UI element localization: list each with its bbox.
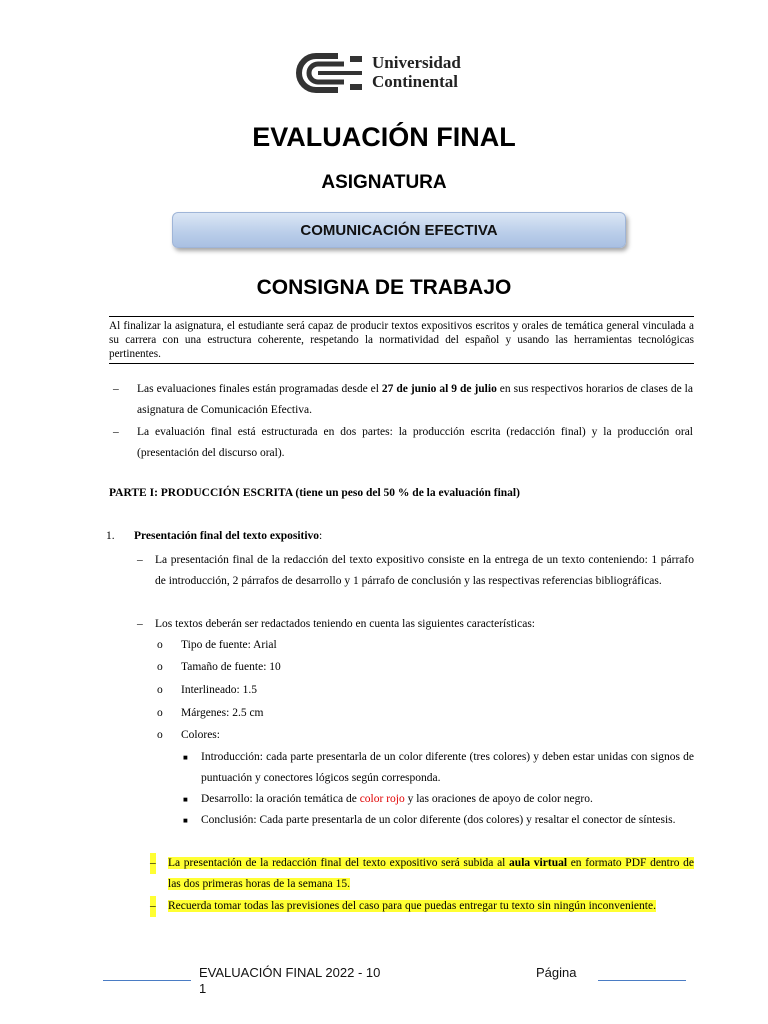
color-rule-introduction: ■ Introducción: cada parte presentarla de un color diferente (tres colores) y deben estar unidas con signos de puntuación y conectores lógicos según corresponda. — [183, 751, 694, 784]
general-item-structure: – La evaluación final está estructurada en dos partes: la producción escrita (redacción final) y la producción oral (presentación del discurso oral). — [113, 426, 693, 459]
color-rule-conclusion: ■ Conclusión: Cada parte presentarla de un color diferente (dos colores) y resaltar el conector de síntesis. — [183, 814, 676, 826]
logo-wordmark: Universidad Continental — [372, 53, 461, 91]
footer-label: EVALUACIÓN FINAL 2022 - 10 — [199, 965, 381, 980]
footer-page-number: 1 — [199, 981, 207, 996]
footer-page-label: Página — [536, 965, 577, 980]
color-rule-development: ■ Desarrollo: la oración temática de color rojo y las oraciones de apoyo de color negro. — [183, 793, 593, 805]
part1-heading: PARTE I: PRODUCCIÓN ESCRITA (tiene un peso del 50 % de la evaluación final) — [109, 487, 520, 499]
uc-logo-icon — [292, 50, 364, 96]
subject-label: ASIGNATURA — [321, 172, 447, 193]
footer-rule-right — [598, 980, 686, 981]
highlight-reminder-note: – Recuerda tomar todas las previsiones del caso para que puedas entregar tu texto sin ningún inconveniente. — [150, 896, 694, 917]
footer-rule-left — [103, 980, 191, 981]
sub-item-final-presentation: – La presentación final de la redacción del texto expositivo consiste en la entrega de un texto conteniendo: 1 párrafo de introducción, 2 párrafos de desarrollo y 1 párrafo de conclusión y las respectivas referencias bibliográficas. — [137, 554, 694, 587]
page-title: EVALUACIÓN FINAL — [252, 122, 516, 152]
sub-item-format: – Los textos deberán ser redactados teniendo en cuenta las siguientes características: — [137, 618, 535, 630]
section-title: CONSIGNA DE TRABAJO — [256, 276, 512, 299]
university-logo — [292, 50, 482, 96]
general-item-dates: – Las evaluaciones finales están programadas desde el 27 de junio al 9 de julio en sus respectivos horarios de clases de la asignatura de Comunicación Efectiva. — [113, 383, 693, 416]
highlight-upload-note: – La presentación de la redacción final del texto expositivo será subida al aula virtual en formato PDF dentro de las dos primeras horas de la semana 15. — [150, 853, 694, 895]
competency-paragraph: Al finalizar la asignatura, el estudiante será capaz de producir textos expositivos escritos y orales de temática general vinculada a su carrera con una estructura coherente, respetando la normatividad del español y usando las herramientas tecnológicas pertinentes. — [109, 316, 694, 364]
course-banner: COMUNICACIÓN EFECTIVA — [172, 212, 626, 248]
